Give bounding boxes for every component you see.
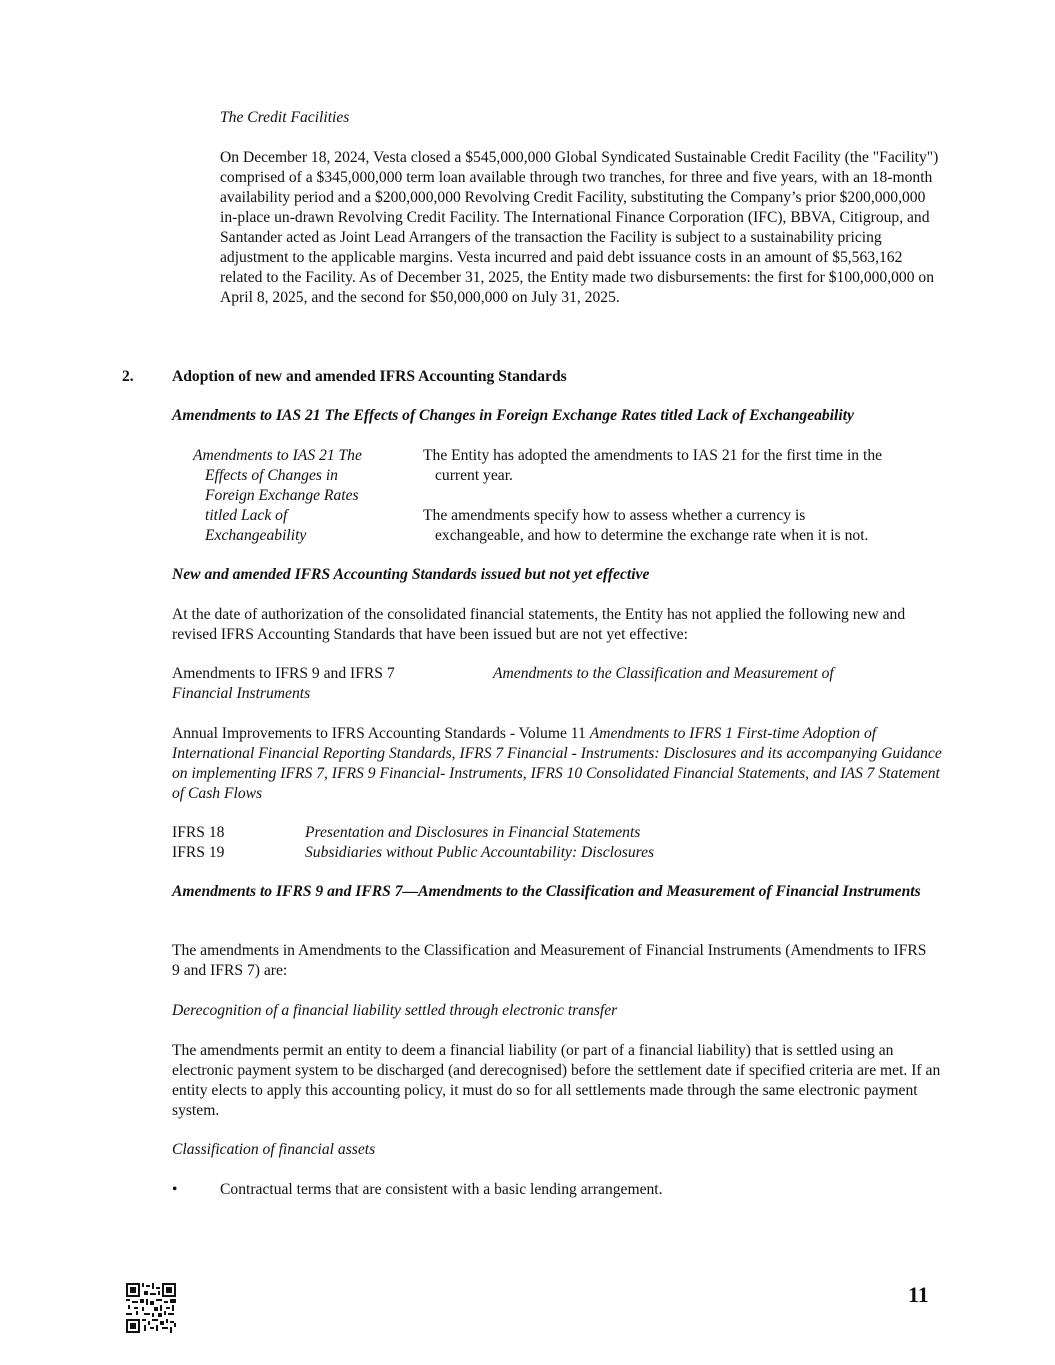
page-number: 11 [908,1282,929,1307]
ias21-description-specify [423,506,943,546]
ias21-desc1-line2: current year. [435,467,513,484]
ifrs9-7-title-part2: Financial Instruments [172,685,311,702]
ias21-description-adopted [423,446,943,486]
section-number: 2. [122,368,134,385]
credit-facilities-title: The Credit Facilities [220,109,350,126]
ias21-label-line: Foreign Exchange Rates [205,487,359,504]
derecognition-heading: Derecognition of a financial liability settled through electronic transfer [172,1002,618,1019]
ias21-label-line: Effects of Changes in [205,467,338,484]
standard-title: Presentation and Disclosures in Financial Statements [305,824,641,841]
bullet-item: Contractual terms that are consistent with a basic lending arrangement. [220,1181,663,1198]
ifrs9-7-detail-heading: Amendments to IFRS 9 and IFRS 7—Amendments to the Classification and Measurement of Financial Instruments [172,883,921,900]
standard-code: IFRS 18 [172,824,225,841]
not-yet-effective-heading: New and amended IFRS Accounting Standards issued but not yet effective [172,566,650,583]
ias21-label-line: titled Lack of [205,507,288,524]
ifrs9-7-title-part1: Amendments to the Classification and Measurement of [493,665,834,682]
ias21-label-line: Amendments to IAS 21 The [193,447,362,464]
annual-improvements-lead: Annual Improvements to IFRS Accounting Standards - Volume 11 [172,725,590,742]
annual-improvements-italic: Amendments to IFRS 1 First-time Adoption of International Financial Reporting Standards, IFRS 7 Financial - Instruments: Disclosures and its accompanying Guidance on implementing IFRS 7, IFRS 9 Financial- Instruments, IFRS 10 Consolidated Financial Statements, and IAS 7 Statement of Cash Flows [172,725,942,802]
section-title: Adoption of new and amended IFRS Accounting Standards [172,368,567,385]
credit-facilities-paragraph: On December 18, 2024, Vesta closed a $545,000,000 Global Syndicated Sustainable Credit Facility (the "Facility") comprised of a $345,000,000 term loan available through two tranches, for three and five years, with an 18-month availability period and a $200,000,000 Revolving Credit Facility, substituting the Company’s prior $200,000,000 in-place un-drawn Revolving Credit Facility. The International Finance Corporation (IFC), BBVA, Citigroup, and Santander acted as Joint Lead Arrangers of the transaction the Facility is subject to a sustainability pricing adjustment to the applicable margins. Vesta incurred and paid debt issuance costs in an amount of $5,563,162 related to the Facility. As of December 31, 2025, the Entity made two disbursements: the first for $100,000,000 on April 8, 2025, and the second for $50,000,000 on July 31, 2025. [220,149,939,306]
qr-code-icon [126,1283,176,1333]
derecognition-paragraph: The amendments permit an entity to deem a financial liability (or part of a financial liability) that is settled using an electronic payment system to be discharged (and derecognised) before the settlement date if specified criteria are met. If an entity elects to apply this accounting policy, it must do so for all settlements made through the same electronic payment system. [172,1042,941,1119]
ias21-heading: Amendments to IAS 21 The Effects of Changes in Foreign Exchange Rates titled Lack of Exchangeability [172,407,854,424]
standard-code: IFRS 19 [172,844,225,861]
not-yet-effective-paragraph: At the date of authorization of the consolidated financial statements, the Entity has not applied the following new and revised IFRS Accounting Standards that have been issued but are not yet effective: [172,606,906,643]
ias21-label [193,446,393,546]
ias21-desc2-line2: exchangeable, and how to determine the exchange rate when it is not. [435,527,869,544]
ias21-desc1-line1: The Entity has adopted the amendments to IAS 21 for the first time in the [423,447,883,464]
annual-improvements-paragraph [172,724,947,804]
bullet-icon: • [172,1181,178,1198]
classification-heading: Classification of financial assets [172,1141,376,1158]
ifrs9-7-detail-paragraph: The amendments in Amendments to the Classification and Measurement of Financial Instruments (Amendments to IFRS 9 and IFRS 7) are: [172,942,927,979]
standard-title: Subsidiaries without Public Accountability: Disclosures [305,844,655,861]
ifrs9-7-code: Amendments to IFRS 9 and IFRS 7 [172,665,395,682]
ias21-label-line: Exchangeability [205,527,307,544]
ias21-desc2-line1: The amendments specify how to assess whether a currency is [423,507,806,524]
